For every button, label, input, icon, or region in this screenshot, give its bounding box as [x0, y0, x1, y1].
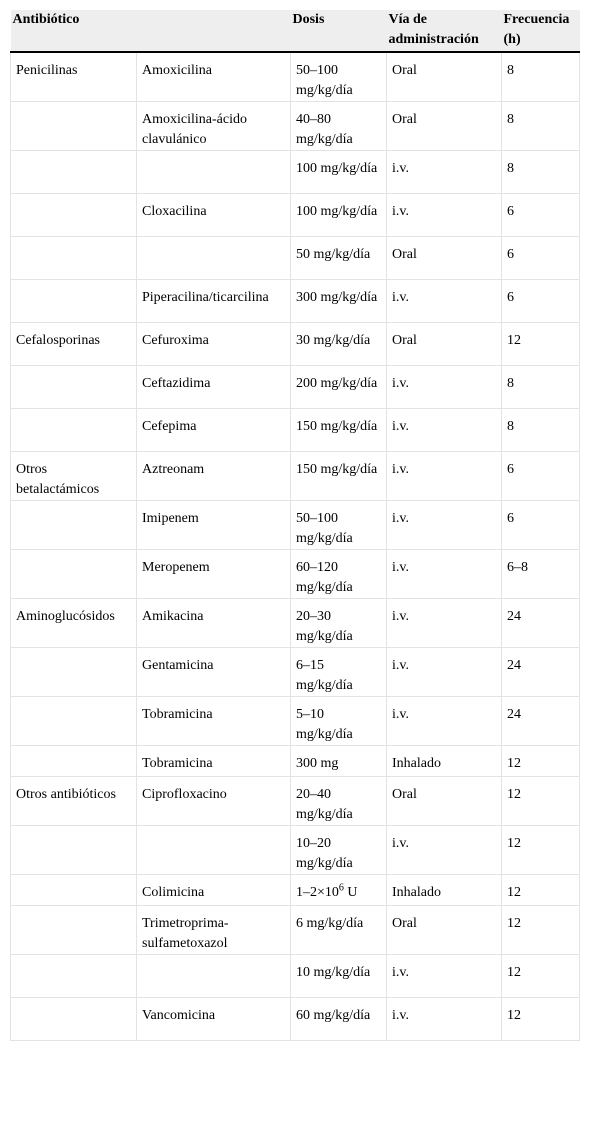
- frequency-cell: 12: [502, 906, 580, 955]
- drug-cell: Piperacilina/ticarcilina: [137, 280, 291, 323]
- route-cell: i.v.: [387, 648, 502, 697]
- table-row: [11, 875, 580, 906]
- group-cell: [11, 237, 137, 280]
- group-cell: [11, 998, 137, 1041]
- route-cell: Oral: [387, 777, 502, 826]
- header-frequency: Frecuencia (h): [502, 10, 580, 52]
- frequency-cell: 12: [502, 777, 580, 826]
- frequency-cell: 8: [502, 366, 580, 409]
- group-cell: [11, 366, 137, 409]
- group-cell: [11, 194, 137, 237]
- dose-cell: 10 mg/kg/día: [291, 955, 387, 998]
- route-cell: Inhalado: [387, 746, 502, 777]
- drug-cell: Ciprofloxacino: [137, 777, 291, 826]
- frequency-cell: 8: [502, 52, 580, 102]
- drug-cell: Amikacina: [137, 599, 291, 648]
- group-cell: Aminoglucósidos: [11, 599, 137, 648]
- group-cell: [11, 102, 137, 151]
- table-row: [11, 501, 580, 550]
- header-row: [11, 10, 580, 52]
- route-cell: i.v.: [387, 194, 502, 237]
- route-cell: i.v.: [387, 452, 502, 501]
- drug-cell: Cloxacilina: [137, 194, 291, 237]
- dose-cell: 150 mg/kg/día: [291, 452, 387, 501]
- frequency-cell: 6: [502, 237, 580, 280]
- drug-cell: Aztreonam: [137, 452, 291, 501]
- frequency-cell: 24: [502, 648, 580, 697]
- dose-cell: $1-2\times 10^6$ U: [291, 875, 387, 906]
- route-cell: i.v.: [387, 955, 502, 998]
- dose-cell: 6–15 mg/kg/día: [291, 648, 387, 697]
- table-body: [11, 52, 580, 1041]
- drug-cell: [137, 955, 291, 998]
- group-cell: Penicilinas: [11, 52, 137, 102]
- drug-cell: Imipenem: [137, 501, 291, 550]
- exponent: 6: [338, 882, 344, 894]
- dose-cell: 30 mg/kg/día: [291, 323, 387, 366]
- route-cell: i.v.: [387, 280, 502, 323]
- table-row: [11, 777, 580, 826]
- drug-cell: Ceftazidima: [137, 366, 291, 409]
- dose-cell: 6 mg/kg/día: [291, 906, 387, 955]
- dose-cell: 10–20 mg/kg/día: [291, 826, 387, 875]
- drug-cell: [137, 237, 291, 280]
- frequency-cell: 12: [502, 998, 580, 1041]
- table-row: [11, 366, 580, 409]
- table-row: [11, 826, 580, 875]
- route-cell: i.v.: [387, 550, 502, 599]
- header-antibiotic: Antibiótico: [11, 10, 137, 52]
- group-cell: [11, 955, 137, 998]
- header-drug: [137, 10, 291, 52]
- drug-cell: Cefepima: [137, 409, 291, 452]
- route-cell: Inhalado: [387, 875, 502, 906]
- group-cell: [11, 409, 137, 452]
- drug-cell: Colimicina: [137, 875, 291, 906]
- dose-cell: 20–40 mg/kg/día: [291, 777, 387, 826]
- frequency-cell: 12: [502, 826, 580, 875]
- table-row: [11, 998, 580, 1041]
- table-row: [11, 955, 580, 998]
- group-cell: [11, 648, 137, 697]
- group-cell: [11, 550, 137, 599]
- table-row: [11, 599, 580, 648]
- frequency-cell: 8: [502, 102, 580, 151]
- table-row: [11, 906, 580, 955]
- dose-cell: 50–100 mg/kg/día: [291, 501, 387, 550]
- dose-cell: 20–30 mg/kg/día: [291, 599, 387, 648]
- route-cell: i.v.: [387, 151, 502, 194]
- table-row: [11, 452, 580, 501]
- frequency-cell: 6: [502, 501, 580, 550]
- table-row: [11, 52, 580, 102]
- group-cell: Otros betalactámicos: [11, 452, 137, 501]
- header-dose: Dosis: [291, 10, 387, 52]
- antibiotic-dosage-table: [10, 10, 580, 1041]
- frequency-cell: 8: [502, 151, 580, 194]
- route-cell: i.v.: [387, 366, 502, 409]
- drug-cell: Cefuroxima: [137, 323, 291, 366]
- frequency-cell: 6–8: [502, 550, 580, 599]
- table-row: [11, 746, 580, 777]
- drug-cell: Amoxicilina: [137, 52, 291, 102]
- dose-cell: 40–80 mg/kg/día: [291, 102, 387, 151]
- route-cell: i.v.: [387, 697, 502, 746]
- frequency-cell: 6: [502, 452, 580, 501]
- group-cell: Otros antibióticos: [11, 777, 137, 826]
- group-cell: Cefalosporinas: [11, 323, 137, 366]
- group-cell: [11, 906, 137, 955]
- frequency-cell: 6: [502, 280, 580, 323]
- route-cell: i.v.: [387, 599, 502, 648]
- table-row: [11, 550, 580, 599]
- route-cell: Oral: [387, 323, 502, 366]
- drug-cell: Vancomicina: [137, 998, 291, 1041]
- table-row: [11, 409, 580, 452]
- frequency-cell: 6: [502, 194, 580, 237]
- table-row: [11, 151, 580, 194]
- route-cell: Oral: [387, 52, 502, 102]
- drug-cell: [137, 826, 291, 875]
- group-cell: [11, 875, 137, 906]
- table-row: [11, 323, 580, 366]
- dose-cell: 100 mg/kg/día: [291, 194, 387, 237]
- dose-cell: 100 mg/kg/día: [291, 151, 387, 194]
- drug-cell: Tobramicina: [137, 697, 291, 746]
- table-row: [11, 280, 580, 323]
- dose-cell: 5–10 mg/kg/día: [291, 697, 387, 746]
- table-row: [11, 648, 580, 697]
- group-cell: [11, 746, 137, 777]
- frequency-cell: 12: [502, 746, 580, 777]
- dose-cell: 300 mg/kg/día: [291, 280, 387, 323]
- route-cell: i.v.: [387, 998, 502, 1041]
- dose-cell: 300 mg: [291, 746, 387, 777]
- group-cell: [11, 280, 137, 323]
- group-cell: [11, 697, 137, 746]
- table-row: [11, 102, 580, 151]
- drug-cell: [137, 151, 291, 194]
- dose-cell: 150 mg/kg/día: [291, 409, 387, 452]
- dose-cell: 50 mg/kg/día: [291, 237, 387, 280]
- route-cell: Oral: [387, 237, 502, 280]
- frequency-cell: 24: [502, 599, 580, 648]
- route-cell: i.v.: [387, 826, 502, 875]
- table-header: [11, 10, 580, 52]
- frequency-cell: 8: [502, 409, 580, 452]
- drug-cell: Amoxicilina-ácido clavulánico: [137, 102, 291, 151]
- dose-cell: 50–100 mg/kg/día: [291, 52, 387, 102]
- table-row: [11, 237, 580, 280]
- table-row: [11, 697, 580, 746]
- frequency-cell: 12: [502, 323, 580, 366]
- drug-cell: Tobramicina: [137, 746, 291, 777]
- group-cell: [11, 151, 137, 194]
- route-cell: i.v.: [387, 409, 502, 452]
- dose-cell: 200 mg/kg/día: [291, 366, 387, 409]
- route-cell: i.v.: [387, 501, 502, 550]
- drug-cell: Trimetroprima-sulfametoxazol: [137, 906, 291, 955]
- dose-cell: 60–120 mg/kg/día: [291, 550, 387, 599]
- table-row: [11, 194, 580, 237]
- group-cell: [11, 826, 137, 875]
- frequency-cell: 12: [502, 875, 580, 906]
- dose-cell: 60 mg/kg/día: [291, 998, 387, 1041]
- drug-cell: Meropenem: [137, 550, 291, 599]
- group-cell: [11, 501, 137, 550]
- frequency-cell: 12: [502, 955, 580, 998]
- drug-cell: Gentamicina: [137, 648, 291, 697]
- frequency-cell: 24: [502, 697, 580, 746]
- route-cell: Oral: [387, 102, 502, 151]
- route-cell: Oral: [387, 906, 502, 955]
- header-route: Vía de administración: [387, 10, 502, 52]
